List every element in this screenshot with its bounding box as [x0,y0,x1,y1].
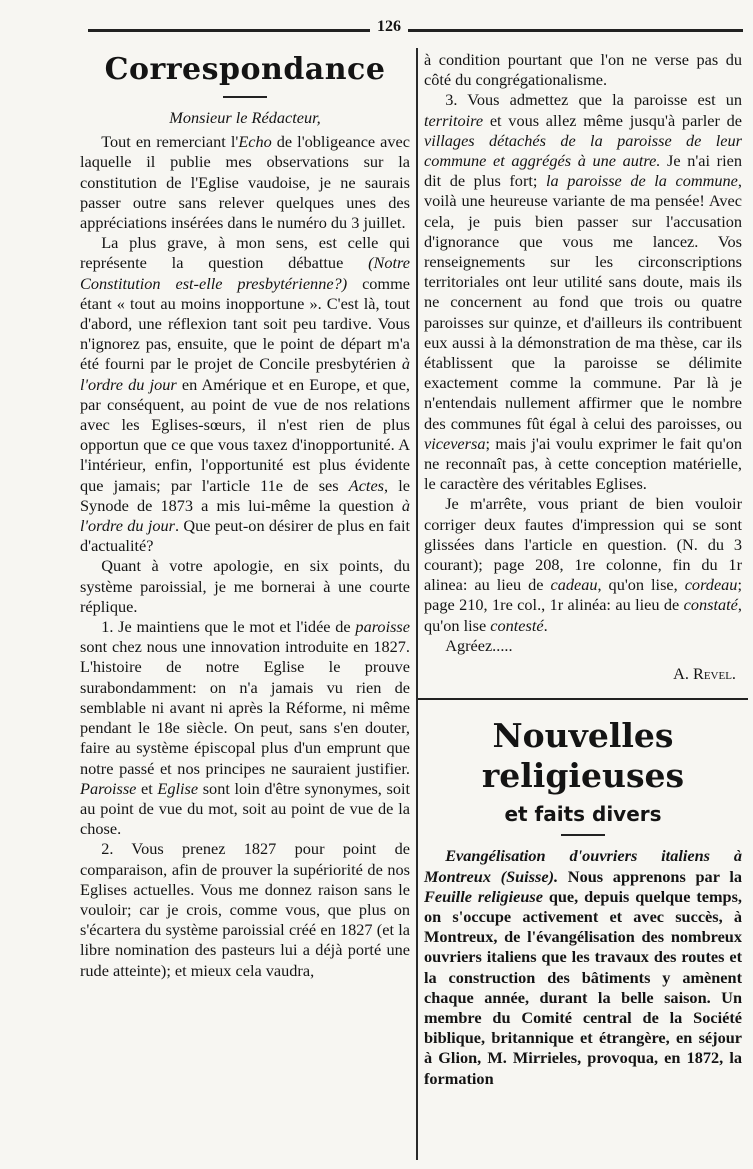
italic-run: viceversa [424,433,486,453]
section-subtitle: et faits divers [504,802,662,827]
italic-run: la paroisse de la commune [545,171,738,191]
italic-run: cadeau [550,575,598,595]
italic-run: Eglise [157,778,199,798]
text-run: , voilà une heureuse variante de ma pensée! Avec cela, je puis bien passer sur l'accusation d'ignorance que vous me lancez. Vos renseignements sur les circonscriptions territoriales ont leur utilité sans doute, mais ils ne concernent au fond que trois ou quatre paroisses sur quinze, et d'ailleurs ils contribuent eux aussi à la démonstration de ma thèse, car ils établissent que la paroisse se délimite exactement comme la commune. Par là je n'entendais nullement affirmer que le nombre des communes fût égal à celui des paroisses, ou [424,171,742,433]
italic-run: Echo [238,132,272,152]
right-column [424,50,742,1089]
text-run: La plus grave, à mon sens, est celle qui représente la question débattue [80,233,410,273]
page-header [88,18,743,44]
italic-run: paroisse [355,617,410,637]
paragraph: 2. Vous prenez 1827 pour point de comparaison, afin de prouver la supériorité de nos Eglises actuelles. Vous me donnez raison sans le vouloir; car je crois, comme vous, que plus on s'écartera du système paroissial créé en 1827 (et la libre nomination des pasteurs lui a déjà porté une rude atteinte); et mieux cela vaudra, [80,839,410,980]
paragraph [424,90,742,494]
text-run: 3. Vous admettez que la paroisse est un [445,90,742,110]
italic-run: Feuille religieuse [424,886,543,906]
section-title-correspondance: Correspondance [104,52,386,87]
italic-run: constaté [683,595,738,615]
title-rule [223,96,267,98]
text-run: de l'obligeance avec laquelle il publie mes observations sur la constitution de l'Eglise vaudoise, je ne saurais passer outre sans relever quelques unes des appréciations insérées dans le numéro du 3 juillet. [80,132,411,233]
italic-run: à l'ordre du jour [80,354,410,394]
italic-run: Actes [348,475,385,495]
section-rule [418,698,748,700]
text-run: ; page 210, 1re col., 1r alinéa: au lieu de [424,575,742,615]
text-run: Je m'arrête, vous priant de bien vouloir corriger deux fautes d'impression qui se sont glissées dans l'article en question. (N. du 3 courant); page 208, 1re colonne, fin du 1r alinea: au lieu de [424,494,742,595]
text-run: sont chez nous une innovation introduite en 1827. L'histoire de notre Eglise le prouve surabondamment: on n'a jamais vu rien de semblable ni avant ni après la Réforme, ni même pendant le 18e siècle. On peut, sans s'en douter, faire au système épiscopal plus d'un emprunt que notre passé et nos principes ne sauraient justifier. [80,637,410,778]
text-run: 1. Je maintiens que le mot et l'idée de [101,617,356,637]
text-run: et [136,778,158,798]
paragraph [80,233,410,556]
text-run: Tout en remerciant l' [101,132,239,152]
italic-run: à l'ordre du jour [80,495,410,536]
paragraph-continuation: à condition pourtant que l'on ne verse pas du côté du congrégationalisme. [424,50,742,90]
column-divider [416,48,418,1160]
salutation: Monsieur le Rédacteur, [169,108,321,127]
paragraph [80,132,410,233]
page-number: 126 [377,18,401,35]
text-run: , qu'on lise [424,595,742,635]
paragraph: Quant à votre apologie, en six points, du système paroissial, je me bornerai à une courte réplique. [80,556,410,616]
italic-run: (Notre Constitution est-elle presbytérienne?) [80,253,410,293]
text-run: et vous allez même jusqu'à parler de [483,110,742,130]
text-run: . [543,615,548,635]
text-run: Nous apprenons par la [558,866,742,886]
header-rule-right [408,29,743,32]
text-run: . Que peut-on désirer de plus en fait d'actualité? [80,516,410,556]
section-title-nouvelles: Nouvelles religieuses [481,716,685,796]
text-run: sont loin d'être synonymes, soit au point de vue du mot, soit au point de vue de la chose. [80,778,411,839]
text-run: ; mais j'ai voulu exprimer le fait qu'on ne reconnaît pas, à cette conception matérielle, le caractère des véritables Eglises. [424,433,742,494]
text-run: , qu'on lise, [597,575,685,595]
italic-run: territoire [424,110,484,130]
text-run: Je n'ai rien dit de plus fort; [424,151,742,191]
italic-run: contesté [490,615,544,635]
italic-run: Evangélisation d'ouvriers italiens à Montreux (Suisse). [424,846,742,886]
text-run: en Amérique et en Europe, et que, par conséquent, au point de vue de nos relations avec les Eglises-sœurs, il n'est rien de plus opportun que ce que vous taxez d'inopportunité. A l'intérieur, enfin, l'opportunité est plus évidente que jamais; par l'article 11e de ses [80,374,410,495]
text-run: comme étant « tout au moins inopportune ». C'est là, tout d'abord, une réflexion tant soit peu tardive. Vous n'ignorez pas, ensuite, que le point de départ m'a été fourni par le projet de Concile presbytérien [80,273,410,374]
signature: A. Revel. [673,664,736,684]
paragraph [424,494,742,635]
text-run: , le Synode de 1873 a mis lui-même la question [80,475,411,515]
italic-run: villages détachés de la paroisse de leur commune et aggrégés à une autre. [424,130,742,171]
header-rule-left [88,29,370,32]
subtitle-rule [561,834,605,836]
italic-run: cordeau [684,575,738,595]
text-run: que, depuis quelque temps, on s'occupe activement et avec succès, à Montreux, de l'évangélisation des nombreux ouvriers italiens que les travaux des routes et la construction des bâtiments y amènent chaque année, durant la belle saison. Un membre du Comité central de la Société biblique, britannique et étrangère, en séjour à Glion, M. Mirrieles, provoqua, en 1872, la formation [424,886,742,1088]
closing: Agréez..... [445,635,513,655]
paragraph [80,617,410,839]
paragraph [424,846,742,1088]
left-column [80,50,410,981]
italic-run: Paroisse [80,778,137,798]
